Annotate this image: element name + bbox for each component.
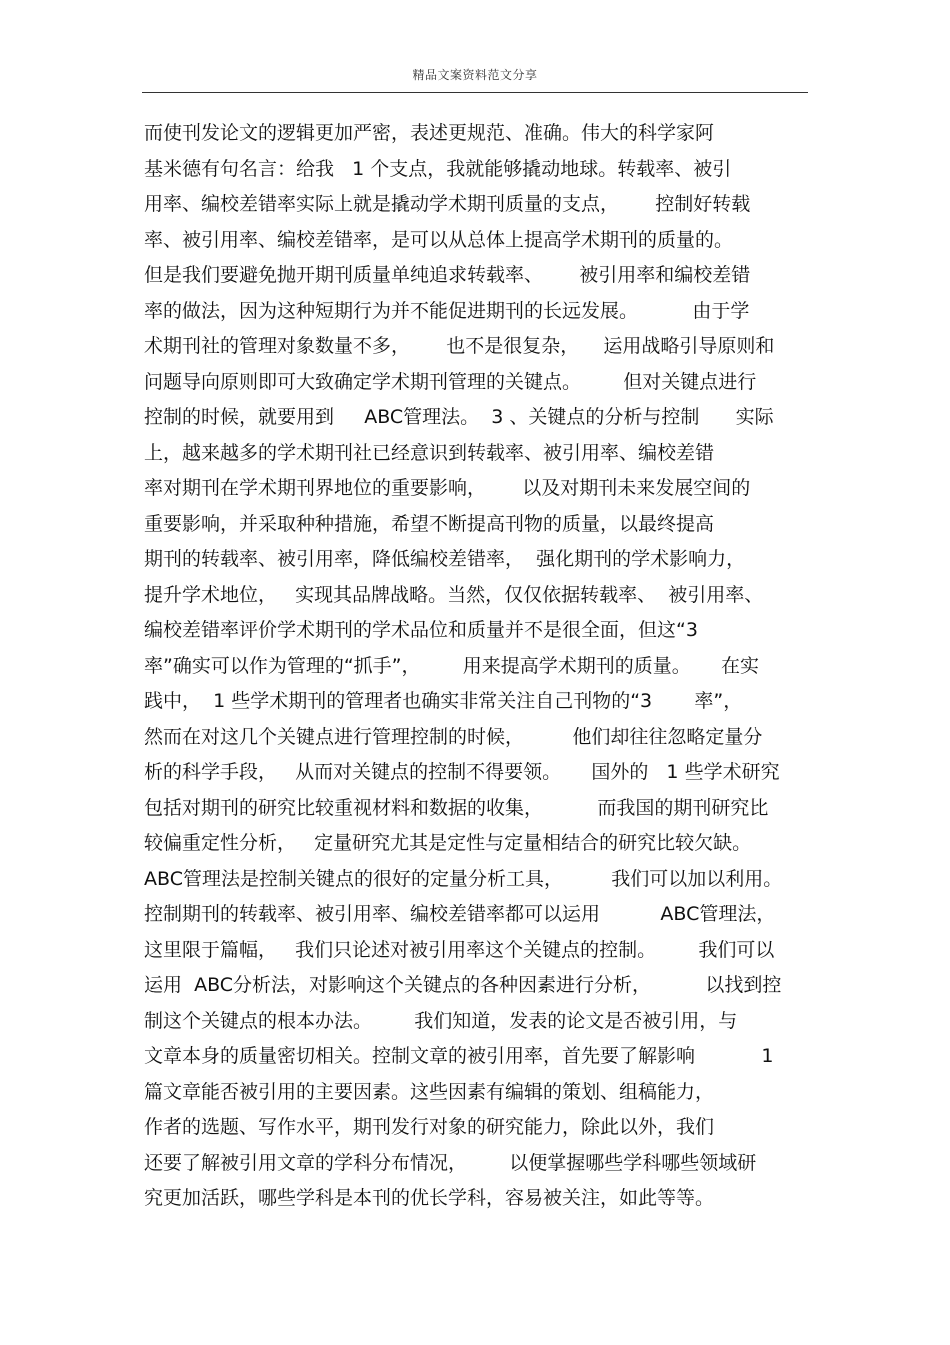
text-line: 控制的时候，就要用到 ABC管理法。 3 、关键点的分析与控制 实际 (144, 406, 774, 428)
text-line: 提升学术地位， 实现其品牌战略。当然，仅仅依据转载率、 被引用率、 (144, 583, 764, 606)
text-line: 术期刊社的管理对象数量不多， 也不是很复杂， 运用战略引导原则和 (144, 335, 775, 357)
text-line: 率的做法，因为这种短期行为并不能促进期刊的长远发展。 由于学 (144, 299, 750, 322)
text-line: 率对期刊在学术期刊界地位的重要影响， 以及对期刊未来发展空间的 (144, 477, 751, 499)
text-line: 期刊的转载率、被引用率，降低编校差错率， 强化期刊的学术影响力， (144, 548, 746, 570)
text-line: 然而在对这几个关键点进行管理控制的时候， 他们却往往忽略定量分 (144, 725, 763, 748)
text-line: 作者的选题、写作水平，期刊发行对象的研究能力，除此以外，我们 (144, 1116, 715, 1138)
text-line: 而使刊发论文的逻辑更加严密，表述更规范、准确。伟大的科学家阿 (144, 122, 715, 144)
text-line: 上，越来越多的学术期刊社已经意识到转载率、被引用率、编校差错 (144, 441, 715, 464)
text-line: 这里限于篇幅， 我们只论述对被引用率这个关键点的控制。 我们可以 (144, 938, 775, 961)
text-line: 基米德有句名言：给我 1 个支点，我就能够撬动地球。转载率、被引 (144, 157, 732, 180)
body-text (144, 116, 814, 1217)
text-line: 较偏重定性分析， 定量研究尤其是定性与定量相结合的研究比较欠缺。 (144, 832, 752, 854)
text-line: 制这个关键点的根本办法。 我们知道，发表的论文是否被引用，与 (144, 1009, 738, 1032)
text-line: 率”确实可以作为管理的“抓手”， 用来提高学术期刊的质量。 在实 (144, 654, 760, 677)
text-line: 用率、编校差错率实际上就是撬动学术期刊质量的支点， 控制好转载 (144, 193, 751, 215)
text-line: 率、被引用率、编校差错率，是可以从总体上提高学术期刊的质量的。 (144, 228, 734, 251)
text-line: 但是我们要避免抛开期刊质量单纯追求转载率、 被引用率和编校差错 (144, 264, 751, 286)
text-line: 还要了解被引用文章的学科分布情况， 以便掌握哪些学科哪些领域研 (144, 1151, 757, 1174)
page-header (142, 60, 808, 93)
text-line: 篇文章能否被引用的主要因素。这些因素有编辑的策划、组稿能力， (144, 1080, 715, 1103)
text-line: 运用 ABC分析法，对影响这个关键点的各种因素进行分析， 以找到控 (144, 974, 782, 996)
text-line: 重要影响，并采取种种措施，希望不断提高刊物的质量，以最终提高 (144, 512, 715, 535)
header-title: 精品文案资料范文分享 (412, 68, 538, 82)
text-line: 践中， 1 些学术期刊的管理者也确实非常关注自己刊物的“3 率”， (144, 690, 743, 712)
text-line: 控制期刊的转载率、被引用率、编校差错率都可以运用 ABC管理法， (144, 903, 776, 925)
text-line: 包括对期刊的研究比较重视材料和数据的收集， 而我国的期刊研究比 (144, 796, 769, 819)
text-line: 问题导向原则即可大致确定学术期刊管理的关键点。 但对关键点进行 (144, 370, 757, 393)
text-line: ABC管理法是控制关键点的很好的定量分析工具， 我们可以加以利用。 (144, 867, 783, 890)
text-line: 析的科学手段， 从而对关键点的控制不得要领。 国外的 1 些学术研究 (144, 761, 780, 783)
text-line: 文章本身的质量密切相关。控制文章的被引用率，首先要了解影响 1 (144, 1045, 774, 1067)
text-line: 究更加活跃，哪些学科是本刊的优长学科，容易被关注，如此等等。 (144, 1187, 715, 1209)
text-line: 编校差错率评价学术期刊的学术品位和质量并不是很全面，但这“3 (144, 619, 698, 641)
